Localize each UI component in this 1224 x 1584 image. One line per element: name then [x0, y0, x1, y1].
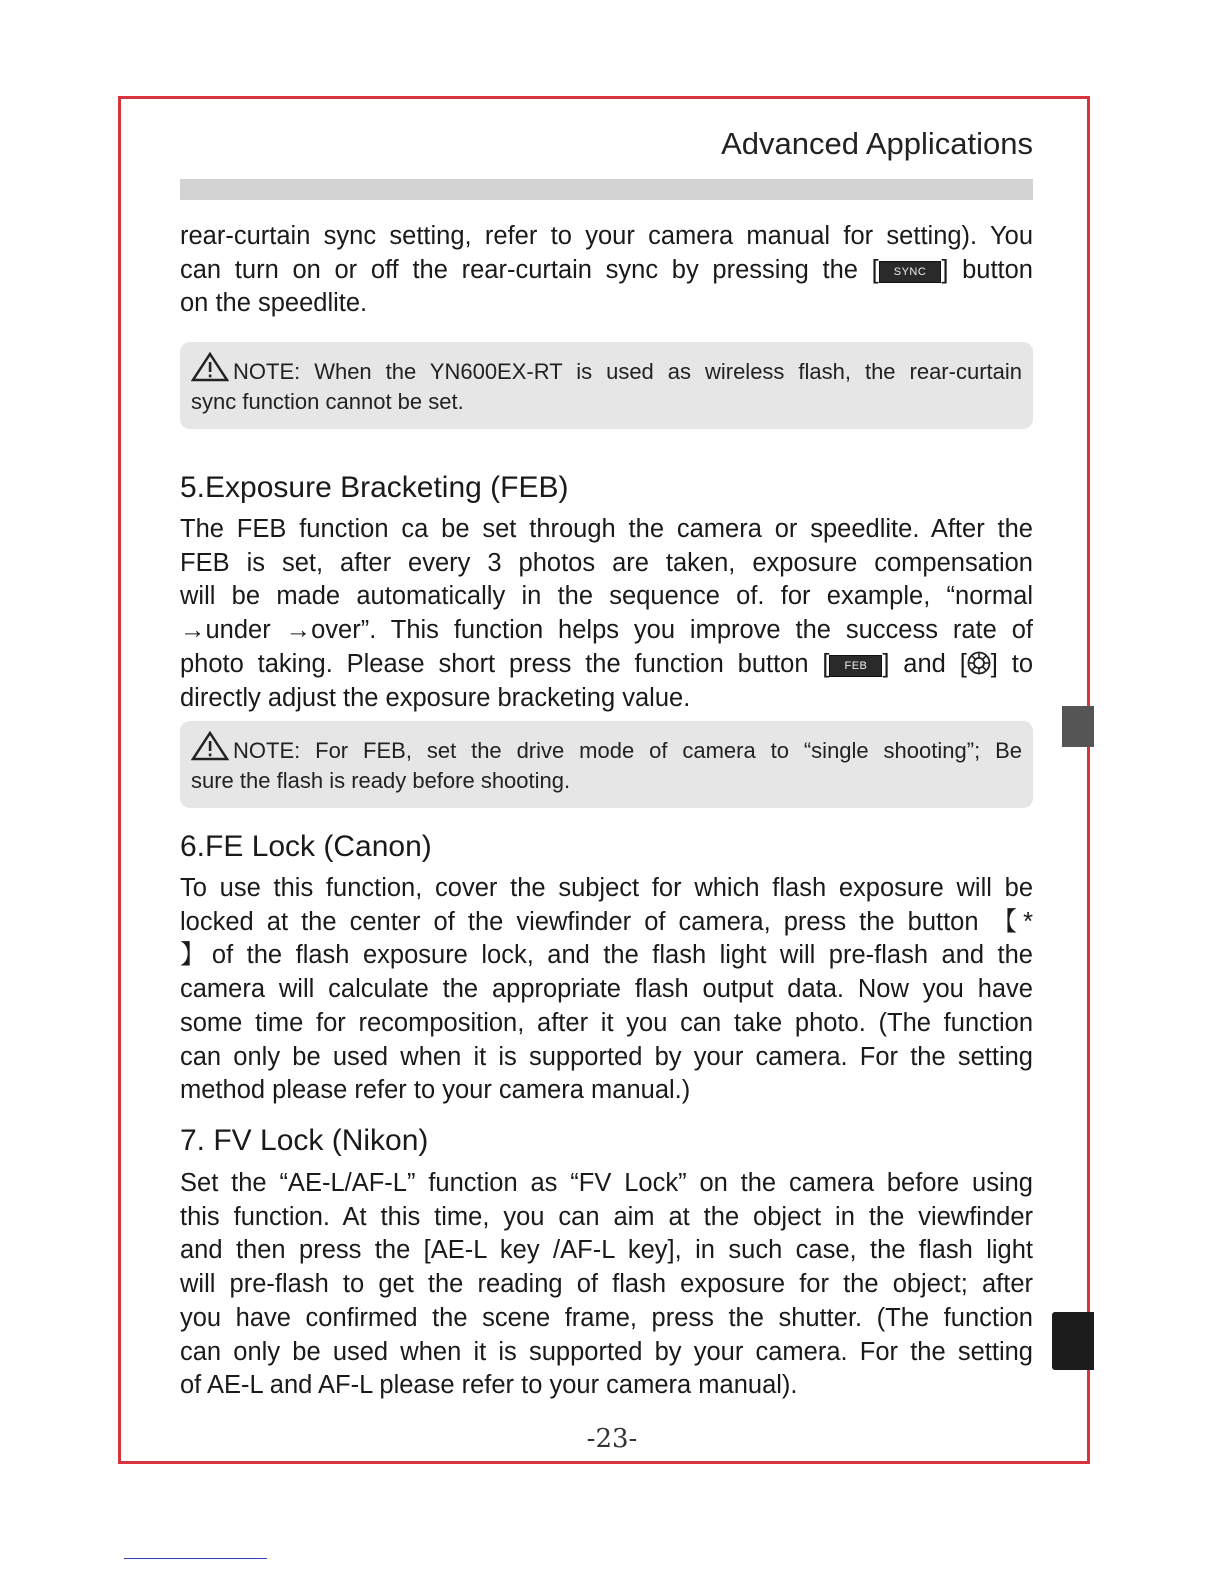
page-header-title: Advanced Applications	[721, 126, 1033, 161]
header-bar	[180, 179, 1033, 200]
text-line: will be made automatically in the sequence of. for example, “normal	[180, 582, 1033, 611]
text-line: →under →over”. This function helps you improve the success rate of	[180, 616, 1033, 645]
text-line: this function. At this time, you can aim at the object in the viewfinder	[180, 1202, 1033, 1231]
sync-key-icon: SYNC	[879, 261, 942, 283]
section-heading-fe-lock: 6.FE Lock (Canon)	[180, 830, 432, 863]
section-heading-feb: 5.Exposure Bracketing (FEB)	[180, 471, 569, 504]
text-line: To use this function, cover the subject for which flash exposure will be	[180, 874, 1033, 902]
text-line: camera will calculate the appropriate flash output data. Now you have	[180, 975, 1033, 1004]
text-line: locked at the center of the viewfinder of camera, press the button 【*	[180, 907, 1033, 936]
text-line: rear-curtain sync setting, refer to your camera manual for setting). You	[180, 222, 1033, 250]
note-line: NOTE: When the YN600EX-RT is used as wireless flash, the rear-curtain	[191, 352, 1022, 387]
note-box	[180, 721, 1033, 808]
text-line: Set the “AE-L/AF-L” function as “FV Lock” on the camera before using	[180, 1169, 1033, 1197]
section-heading-fv-lock: 7. FV Lock (Nikon)	[180, 1124, 429, 1157]
text-line: some time for recomposition, after it you can take photo. (The function	[180, 1008, 1033, 1037]
intro-paragraph	[180, 220, 1033, 321]
text-line: directly adjust the exposure bracketing value.	[180, 683, 691, 712]
note-box	[180, 342, 1033, 429]
text-line: can only be used when it is supported by your camera. For the setting	[180, 1042, 1033, 1071]
note-line: sync function cannot be set.	[191, 389, 464, 414]
text-line: can only be used when it is supported by your camera. For the setting	[180, 1337, 1033, 1366]
section-tab-marker	[1062, 706, 1094, 747]
text-line: method please refer to your camera manual.)	[180, 1076, 691, 1105]
page-number: -23-	[586, 1424, 638, 1454]
text-line: photo taking. Please short press the function button [ FEB ] and [ ] to	[180, 649, 1033, 678]
feb-paragraph	[180, 513, 1033, 715]
warning-icon	[191, 731, 229, 761]
text-line: of AE-L and AF-L please refer to your camera manual).	[180, 1371, 798, 1400]
text-line: The FEB function ca be set through the camera or speedlite. After the	[180, 515, 1033, 543]
dial-icon	[967, 651, 991, 675]
text-line: will pre-flash to get the reading of flash exposure for the object; after	[180, 1270, 1033, 1299]
fe-lock-paragraph	[180, 872, 1033, 1108]
text-line: on the speedlite.	[180, 289, 368, 318]
section-tab-marker	[1052, 1312, 1094, 1370]
text-line: can turn on or off the rear-curtain sync by pressing the [ SYNC ] button	[180, 255, 1033, 284]
text-line: and then press the [AE-L key /AF-L key], in such case, the flash light	[180, 1236, 1033, 1265]
note-line: sure the flash is ready before shooting.	[191, 768, 571, 793]
feb-key-icon: FEB	[829, 655, 882, 677]
text-line: FEB is set, after every 3 photos are taken, exposure compensation	[180, 548, 1033, 577]
footer-rule	[124, 1558, 267, 1559]
warning-icon	[191, 352, 229, 382]
note-line: NOTE: For FEB, set the drive mode of camera to “single shooting”; Be	[191, 731, 1022, 766]
fv-lock-paragraph	[180, 1167, 1033, 1403]
text-line: you have confirmed the scene frame, press the shutter. (The function	[180, 1303, 1033, 1332]
text-line: 】of the flash exposure lock, and the flash light will pre-flash and the	[180, 941, 1033, 970]
